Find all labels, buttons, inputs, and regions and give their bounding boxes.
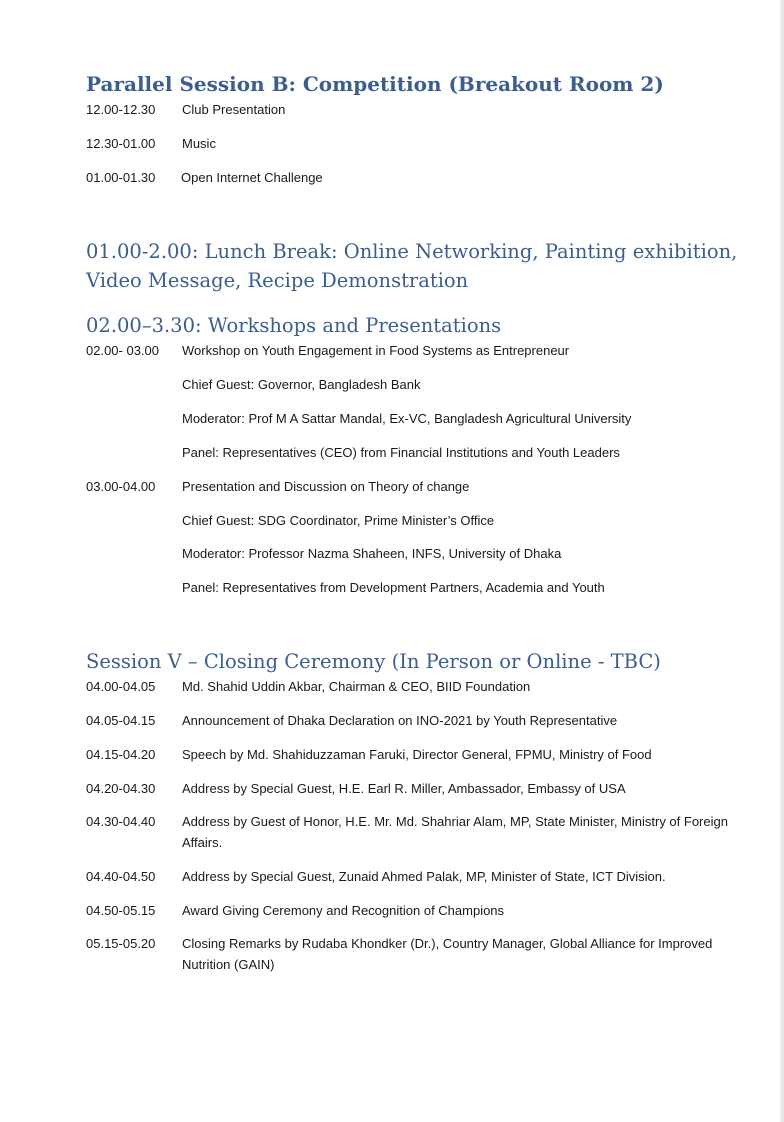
schedule-description: Workshop on Youth Engagement in Food Systems as Entrepreneur — [182, 343, 570, 358]
schedule-time: 04.05-04.15 — [86, 713, 156, 728]
schedule-time: 04.15-04.20 — [86, 747, 156, 762]
schedule-time: 03.00-04.00 — [86, 479, 156, 494]
chief-guest: Chief Guest: SDG Coordinator, Prime Minister’s Office — [182, 513, 495, 528]
chief-guest: Chief Guest: Governor, Bangladesh Bank — [182, 377, 421, 392]
schedule-time: 12.30-01.00 — [86, 136, 156, 151]
schedule-description: Presentation and Discussion on Theory of change — [182, 479, 470, 494]
schedule-description: Award Giving Ceremony and Recognition of Champions — [182, 903, 505, 918]
schedule-description: Speech by Md. Shahiduzzaman Faruki, Director General, FPMU, Ministry of Food — [182, 747, 652, 762]
lunch-heading-line-1: 01.00-2.00: Lunch Break: Online Networking, Painting exhibition, — [86, 240, 738, 263]
schedule-description: Club Presentation — [182, 102, 286, 117]
schedule-time: 04.20-04.30 — [86, 781, 156, 796]
session-b-heading: Parallel Session B: Competition (Breakout Room 2) — [86, 72, 664, 96]
moderator: Moderator: Prof M A Sattar Mandal, Ex-VC, Bangladesh Agricultural University — [182, 411, 632, 426]
moderator: Moderator: Professor Nazma Shaheen, INFS, University of Dhaka — [182, 546, 562, 561]
schedule-time: 12.00-12.30 — [86, 102, 156, 117]
schedule-description: Address by Guest of Honor, H.E. Mr. Md. Shahriar Alam, MP, State Minister, Ministry of Foreign Affairs. — [182, 814, 728, 850]
closing-heading: Session V – Closing Ceremony (In Person or Online - TBC) — [86, 650, 661, 673]
page-edge — [780, 0, 784, 1122]
schedule-description: Announcement of Dhaka Declaration on INO-2021 by Youth Representative — [182, 713, 618, 728]
schedule-time: 04.00-04.05 — [86, 679, 156, 694]
panel: Panel: Representatives from Development Partners, Academia and Youth — [182, 580, 605, 595]
schedule-description: Address by Special Guest, Zunaid Ahmed Palak, MP, Minister of State, ICT Division. — [182, 869, 666, 884]
schedule-time: 02.00- 03.00 — [86, 343, 160, 358]
lunch-heading-line-2: Video Message, Recipe Demonstration — [86, 269, 469, 292]
schedule-time: 05.15-05.20 — [86, 936, 156, 951]
schedule-time: 01.00-01.30 — [86, 170, 156, 185]
schedule-time: 04.30-04.40 — [86, 814, 156, 829]
schedule-description: Address by Special Guest, H.E. Earl R. Miller, Ambassador, Embassy of USA — [182, 781, 626, 796]
schedule-description: Md. Shahid Uddin Akbar, Chairman & CEO, BIID Foundation — [182, 679, 531, 694]
schedule-time: 04.50-05.15 — [86, 903, 156, 918]
schedule-description: Music — [182, 136, 216, 151]
workshops-heading: 02.00–3.30: Workshops and Presentations — [86, 314, 502, 337]
schedule-description: Open Internet Challenge — [181, 170, 323, 185]
schedule-description: Closing Remarks by Rudaba Khondker (Dr.), Country Manager, Global Alliance for Improved Nutrition (GAIN) — [182, 936, 713, 972]
schedule-time: 04.40-04.50 — [86, 869, 156, 884]
panel: Panel: Representatives (CEO) from Financial Institutions and Youth Leaders — [182, 445, 620, 460]
